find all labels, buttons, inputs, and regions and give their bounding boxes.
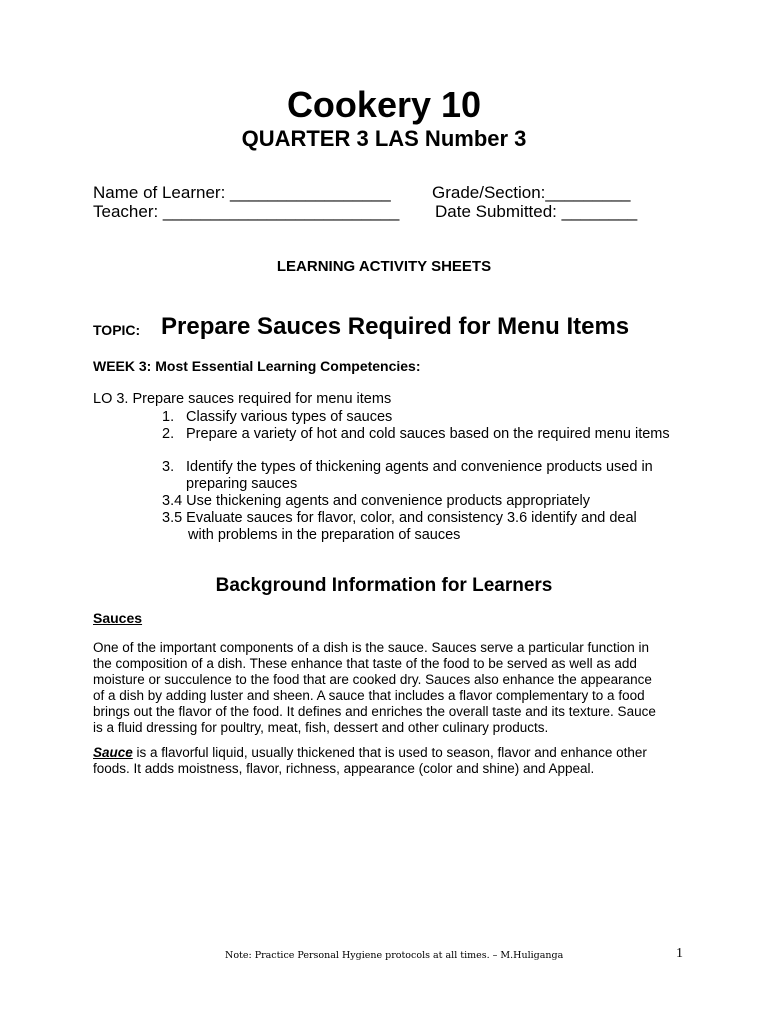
paragraph-line: One of the important components of a dish is the sauce. Sauces serve a particular function in	[93, 640, 650, 655]
competency-number: 2.	[162, 426, 175, 442]
competency-item	[162, 426, 682, 443]
learning-activity-sheets-heading: LEARNING ACTIVITY SHEETS	[276, 258, 492, 275]
sauce-definition-paragraph	[93, 745, 693, 777]
paragraph-line: of a dish by adding luster and sheen. A sauce that includes a flavor complementary to a food	[93, 688, 645, 703]
document-title: Cookery 10	[286, 84, 482, 125]
competency-text: Prepare a variety of hot and cold sauces based on the required menu items	[186, 426, 670, 442]
page-number: 1	[676, 946, 683, 961]
paragraph-line: the composition of a dish. These enhance that taste of the food to be served as well as add	[93, 656, 637, 671]
teacher-field: Teacher: _________________________	[93, 202, 400, 221]
paragraph-line: is a fluid dressing for poultry, meat, fish, dessert and other culinary products.	[93, 720, 549, 735]
sauce-definition-text: is a flavorful liquid, usually thickened that is used to season, flavor and enhance other	[132, 745, 647, 760]
competency-number: 3.	[162, 459, 175, 475]
topic-title: Prepare Sauces Required for Menu Items	[161, 313, 630, 340]
grade-section-field: Grade/Section:_________	[432, 183, 631, 202]
sauces-heading: Sauces	[93, 610, 143, 626]
date-submitted-field: Date Submitted: ________	[435, 202, 638, 221]
paragraph-line	[93, 745, 693, 761]
sauce-term: Sauce	[93, 745, 133, 760]
competency-text: Identify the types of thickening agents and convenience products used in preparing sauces	[186, 459, 653, 492]
competency-number: 1.	[162, 409, 175, 425]
background-information-heading: Background Information for Learners	[215, 575, 553, 596]
competency-text: Classify various types of sauces	[186, 409, 393, 425]
competency-item	[162, 459, 692, 493]
footer-note: Note: Practice Personal Hygiene protocols at all times. – M.Huliganga	[225, 950, 564, 961]
week-heading: WEEK 3: Most Essential Learning Competencies:	[93, 358, 421, 374]
topic-label: TOPIC:	[93, 322, 141, 338]
paragraph-line: brings out the flavor of the food. It defines and enriches the overall taste and its texture. Sauce	[93, 704, 656, 719]
document-subtitle: QUARTER 3 LAS Number 3	[241, 126, 527, 151]
competency-text-continued: with problems in the preparation of sauces	[188, 527, 461, 543]
competency-item	[162, 510, 702, 544]
competency-text: 3.4 Use thickening agents and convenience products appropriately	[162, 493, 591, 509]
sauces-paragraph	[93, 640, 693, 736]
learning-outcome: LO 3. Prepare sauces required for menu items	[93, 391, 392, 407]
name-of-learner-field: Name of Learner: _________________	[93, 183, 391, 202]
competency-item	[162, 493, 702, 510]
paragraph-line: foods. It adds moistness, flavor, richness, appearance (color and shine) and Appeal.	[93, 761, 595, 776]
competency-text: 3.5 Evaluate sauces for flavor, color, and consistency 3.6 identify and deal	[162, 510, 637, 526]
paragraph-line: moisture or succulence to the food that are cooked dry. Sauces also enhance the appearance	[93, 672, 652, 687]
competency-item	[162, 409, 702, 426]
